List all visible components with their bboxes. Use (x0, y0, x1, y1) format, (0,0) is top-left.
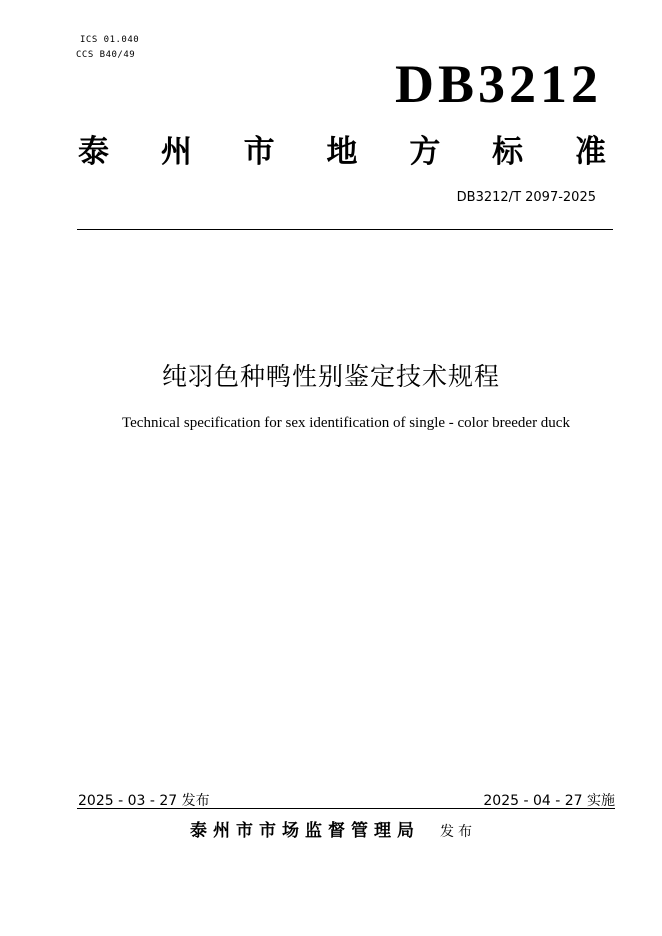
ccs-code: CCS B40/49 (76, 50, 136, 60)
standard-type-char: 标 (492, 134, 524, 170)
footer-divider (77, 808, 615, 809)
document-title-chinese: 纯羽色种鸭性别鉴定技术规程 (161, 362, 500, 391)
standard-type-char: 泰 (78, 134, 109, 170)
standard-type-char: 市 (243, 134, 275, 170)
ics-code: ICS 01.040 (80, 35, 140, 45)
publisher-line (190, 816, 476, 841)
standard-type-char: 方 (409, 134, 441, 170)
publisher-name: 泰州市市场监督管理局 (190, 821, 420, 841)
standard-type-char: 州 (160, 134, 192, 170)
standard-type-char: 准 (574, 134, 606, 170)
header-divider (77, 229, 613, 230)
publish-label: 发布 (440, 824, 476, 840)
standard-type-char: 地 (326, 134, 358, 170)
issue-date: 2025 - 03 - 27 发布 (78, 793, 210, 809)
implementation-date: 2025 - 04 - 27 实施 (483, 793, 615, 809)
standard-type (78, 130, 606, 174)
standard-code: DB3212 (394, 54, 602, 114)
standard-number: DB3212/T 2097-2025 (456, 190, 596, 205)
document-title-english: Technical specification for sex identification of single - color breeder duck (122, 415, 570, 431)
